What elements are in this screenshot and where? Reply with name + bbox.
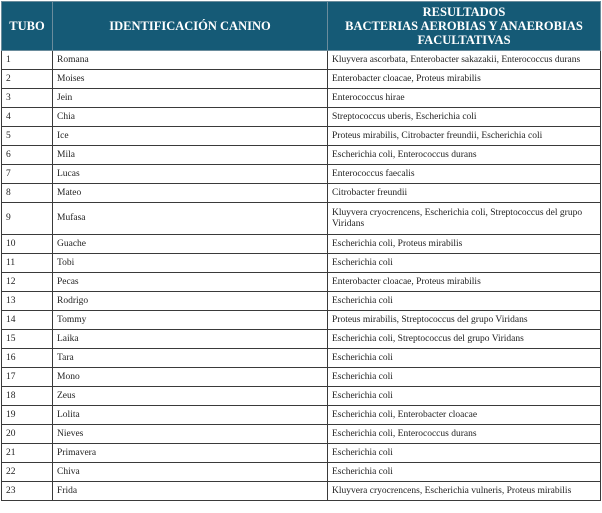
tubo-cell: 14 — [2, 311, 53, 330]
tubo-cell: 16 — [2, 349, 53, 368]
resultado-cell: Kluyvera cryocrencens, Escherichia vulneris, Proteus mirabilis — [328, 482, 601, 501]
canino-cell: Mono — [53, 368, 328, 387]
canino-cell: Nieves — [53, 425, 328, 444]
resultado-cell: Enterococcus faecalis — [328, 165, 601, 184]
tubo-cell: 4 — [2, 108, 53, 127]
resultado-cell: Kluyvera ascorbata, Enterobacter sakazakii, Enterococcus durans — [328, 51, 601, 70]
resultado-cell: Proteus mirabilis, Streptococcus del grupo Viridans — [328, 311, 601, 330]
table-row — [2, 463, 601, 482]
tubo-cell: 15 — [2, 330, 53, 349]
resultado-cell: Escherichia coli — [328, 444, 601, 463]
header-row — [2, 2, 601, 51]
resultado-cell: Streptococcus uberis, Escherichia coli — [328, 108, 601, 127]
canino-cell: Lucas — [53, 165, 328, 184]
tubo-cell: 5 — [2, 127, 53, 146]
table-row — [2, 349, 601, 368]
table-row — [2, 108, 601, 127]
canino-cell: Primavera — [53, 444, 328, 463]
resultado-cell: Escherichia coli, Proteus mirabilis — [328, 235, 601, 254]
canino-cell: Lolita — [53, 406, 328, 425]
resultado-cell: Escherichia coli — [328, 387, 601, 406]
tubo-cell: 9 — [2, 203, 53, 235]
results-table — [1, 1, 601, 501]
canino-cell: Romana — [53, 51, 328, 70]
table-row — [2, 184, 601, 203]
canino-cell: Rodrigo — [53, 292, 328, 311]
tubo-cell: 10 — [2, 235, 53, 254]
tubo-cell: 6 — [2, 146, 53, 165]
table-row — [2, 482, 601, 501]
table-row — [2, 444, 601, 463]
canino-cell: Mila — [53, 146, 328, 165]
resultado-cell: Citrobacter freundii — [328, 184, 601, 203]
canino-cell: Tobi — [53, 254, 328, 273]
tubo-cell: 20 — [2, 425, 53, 444]
table-row — [2, 330, 601, 349]
tubo-cell: 19 — [2, 406, 53, 425]
resultado-cell: Escherichia coli — [328, 254, 601, 273]
canino-cell: Mufasa — [53, 203, 328, 235]
tubo-cell: 7 — [2, 165, 53, 184]
canino-cell: Chia — [53, 108, 328, 127]
resultado-cell: Enterobacter cloacae, Proteus mirabilis — [328, 273, 601, 292]
resultado-cell: Escherichia coli — [328, 368, 601, 387]
table-row — [2, 235, 601, 254]
canino-cell: Ice — [53, 127, 328, 146]
resultado-cell: Escherichia coli, Enterococcus durans — [328, 146, 601, 165]
table-row — [2, 127, 601, 146]
resultado-cell: Escherichia coli — [328, 292, 601, 311]
table-row — [2, 406, 601, 425]
header-canino: IDENTIFICACIÓN CANINO — [53, 2, 328, 51]
table-row — [2, 146, 601, 165]
table-row — [2, 51, 601, 70]
tubo-cell: 8 — [2, 184, 53, 203]
table-row — [2, 70, 601, 89]
resultado-cell: Kluyvera cryocrencens, Escherichia coli, Streptococcus del grupo Viridans — [328, 203, 601, 235]
resultado-cell: Escherichia coli, Streptococcus del grupo Viridans — [328, 330, 601, 349]
tubo-cell: 17 — [2, 368, 53, 387]
tubo-cell: 21 — [2, 444, 53, 463]
table-row — [2, 273, 601, 292]
resultado-cell: Enterobacter cloacae, Proteus mirabilis — [328, 70, 601, 89]
table-row — [2, 165, 601, 184]
table-row — [2, 89, 601, 108]
table-row — [2, 292, 601, 311]
tubo-cell: 23 — [2, 482, 53, 501]
table-row — [2, 311, 601, 330]
resultado-cell: Escherichia coli — [328, 463, 601, 482]
canino-cell: Chiva — [53, 463, 328, 482]
resultado-cell: Escherichia coli — [328, 349, 601, 368]
tubo-cell: 12 — [2, 273, 53, 292]
canino-cell: Guache — [53, 235, 328, 254]
tubo-cell: 13 — [2, 292, 53, 311]
resultado-cell: Proteus mirabilis, Citrobacter freundii, Escherichia coli — [328, 127, 601, 146]
tubo-cell: 18 — [2, 387, 53, 406]
tubo-cell: 11 — [2, 254, 53, 273]
table-row — [2, 254, 601, 273]
tubo-cell: 3 — [2, 89, 53, 108]
canino-cell: Pecas — [53, 273, 328, 292]
resultado-cell: Escherichia coli, Enterococcus durans — [328, 425, 601, 444]
resultado-cell: Escherichia coli, Enterobacter cloacae — [328, 406, 601, 425]
header-resultados: RESULTADOS BACTERIAS AEROBIAS Y ANAEROBIAS FACULTATIVAS — [328, 2, 601, 51]
canino-cell: Laika — [53, 330, 328, 349]
canino-cell: Moises — [53, 70, 328, 89]
table-row — [2, 425, 601, 444]
canino-cell: Tara — [53, 349, 328, 368]
canino-cell: Frida — [53, 482, 328, 501]
canino-cell: Tommy — [53, 311, 328, 330]
tubo-cell: 1 — [2, 51, 53, 70]
canino-cell: Zeus — [53, 387, 328, 406]
table-row — [2, 203, 601, 235]
canino-cell: Mateo — [53, 184, 328, 203]
table-row — [2, 387, 601, 406]
tubo-cell: 22 — [2, 463, 53, 482]
header-tubo: TUBO — [2, 2, 53, 51]
tubo-cell: 2 — [2, 70, 53, 89]
resultado-cell: Enterococcus hirae — [328, 89, 601, 108]
table-row — [2, 368, 601, 387]
canino-cell: Jein — [53, 89, 328, 108]
